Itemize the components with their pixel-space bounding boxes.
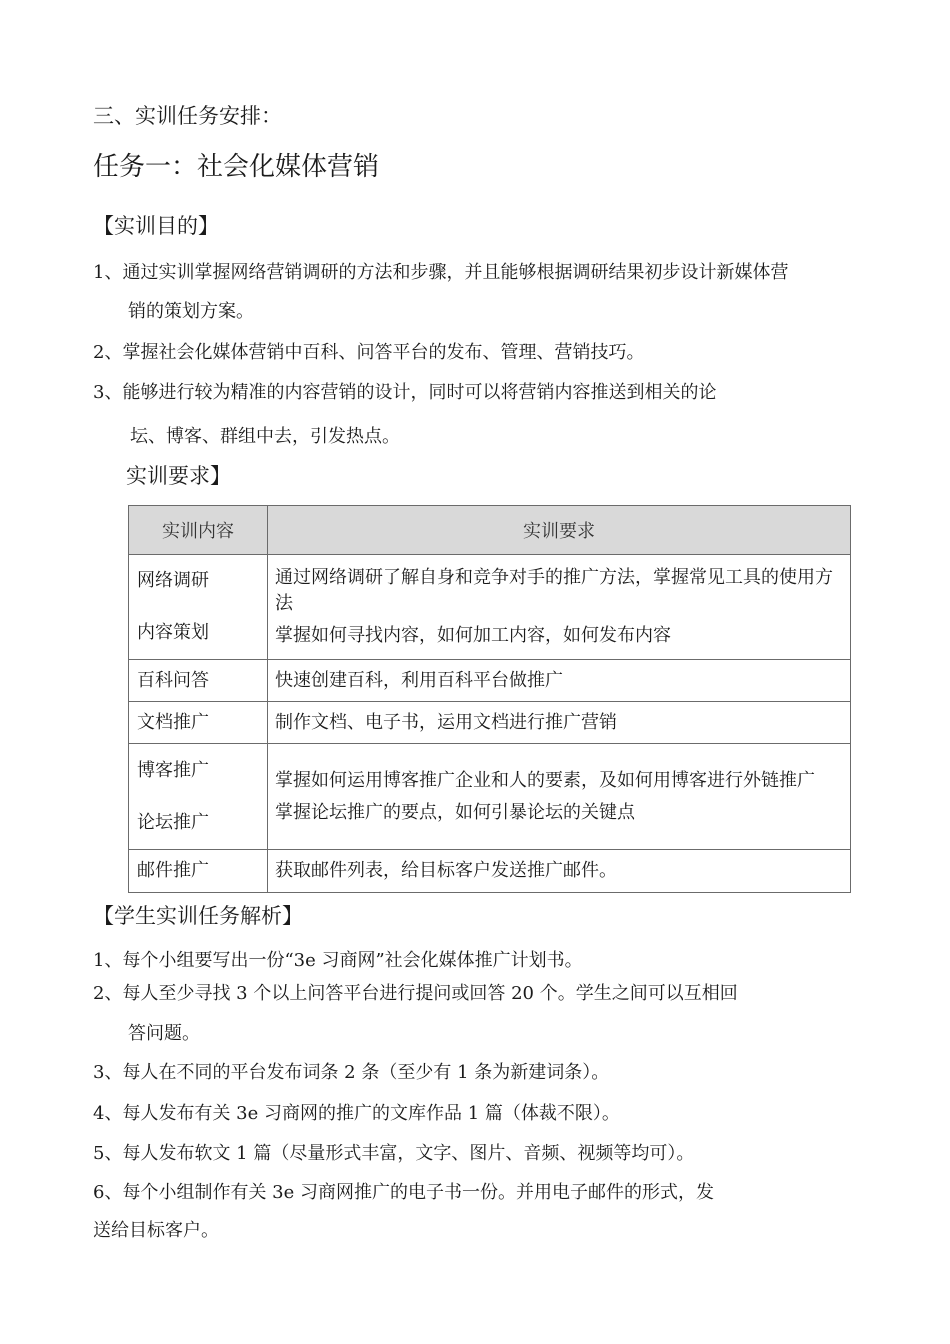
content-item: 文档推广: [137, 711, 209, 733]
content-item: 内容策划: [137, 622, 209, 643]
content-item: 百科问答: [137, 669, 209, 691]
requirement-item: 制作文档、电子书，运用文档进行推广营销: [275, 711, 617, 733]
table-row: [129, 555, 851, 660]
objective-2: 2、掌握社会化媒体营销中百科、问答平台的发布、管理、营销技巧。: [93, 342, 645, 363]
requirement-cell: [268, 702, 851, 744]
content-item: 博客推广: [137, 759, 209, 781]
objective-3-line1: 3、能够进行较为精准的内容营销的设计，同时可以将营销内容推送到相关的论: [93, 382, 717, 403]
requirement-cell: [268, 850, 851, 893]
analysis-item-4: 4、每人发布有关 3e 习商网的推广的文库作品 1 篇（体裁不限）。: [93, 1103, 620, 1124]
requirements-table: [128, 505, 851, 893]
content-cell: [129, 850, 268, 893]
table-row: [129, 660, 851, 702]
analysis-item-1: 1、每个小组要写出一份“3e 习商网”社会化媒体推广计划书。: [93, 950, 583, 971]
content-cell: [129, 702, 268, 744]
requirement-cell: [268, 555, 851, 660]
requirement-item: 掌握如何运用博客推广企业和人的要素，及如何用博客进行外链推广: [275, 769, 815, 791]
content-item: 论坛推广: [137, 811, 209, 833]
content-item: 邮件推广: [137, 860, 209, 881]
objective-1-line1: 1、通过实训掌握网络营销调研的方法和步骤，并且能够根据调研结果初步设计新媒体营: [93, 262, 789, 283]
requirement-cell: [268, 660, 851, 702]
objective-3-line2: 坛、博客、群组中去，引发热点。: [130, 426, 400, 447]
analysis-item-5: 5、每人发布软文 1 篇（尽量形式丰富，文字、图片、音频、视频等均可）。: [93, 1143, 695, 1164]
analysis-item-3: 3、每人在不同的平台发布词条 2 条（至少有 1 条为新建词条）。: [93, 1062, 610, 1083]
section-heading: 三、实训任务安排：: [93, 104, 282, 128]
analysis-item-6-line2: 送给目标客户。: [93, 1220, 219, 1241]
requirement-item: 通过网络调研了解自身和竞争对手的推广方法，掌握常见工具的使用方法: [275, 567, 833, 614]
task-heading: 任务一：社会化媒体营销: [93, 152, 380, 182]
table-header-row: [129, 506, 851, 555]
requirement-item: 获取邮件列表，给目标客户发送推广邮件。: [275, 860, 617, 881]
analysis-heading: 【学生实训任务解析】: [93, 904, 303, 928]
analysis-item-2-line2: 答问题。: [128, 1023, 200, 1044]
objectives-heading: 【实训目的】: [93, 214, 219, 238]
requirement-cell: [268, 744, 851, 850]
content-cell: [129, 660, 268, 702]
requirement-item: 掌握如何寻找内容，如何加工内容，如何发布内容: [275, 625, 671, 646]
content-cell: [129, 744, 268, 850]
analysis-item-6-line1: 6、每个小组制作有关 3e 习商网推广的电子书一份。并用电子邮件的形式，发: [93, 1182, 714, 1203]
objective-1-line2: 销的策划方案。: [128, 301, 254, 322]
content-cell: [129, 555, 268, 660]
analysis-item-2-line1: 2、每人至少寻找 3 个以上问答平台进行提问或回答 20 个。学生之间可以互相回: [93, 983, 738, 1004]
column-header-requirement: 实训要求: [268, 506, 851, 555]
table-row: [129, 744, 851, 850]
requirement-item: 快速创建百科，利用百科平台做推广: [275, 669, 563, 691]
column-header-content: 实训内容: [129, 506, 268, 555]
requirement-item: 掌握论坛推广的要点，如何引暴论坛的关键点: [275, 801, 635, 823]
content-item: 网络调研: [137, 570, 209, 591]
requirements-heading: 实训要求】: [126, 464, 231, 488]
table-row: [129, 702, 851, 744]
table-row: [129, 850, 851, 893]
